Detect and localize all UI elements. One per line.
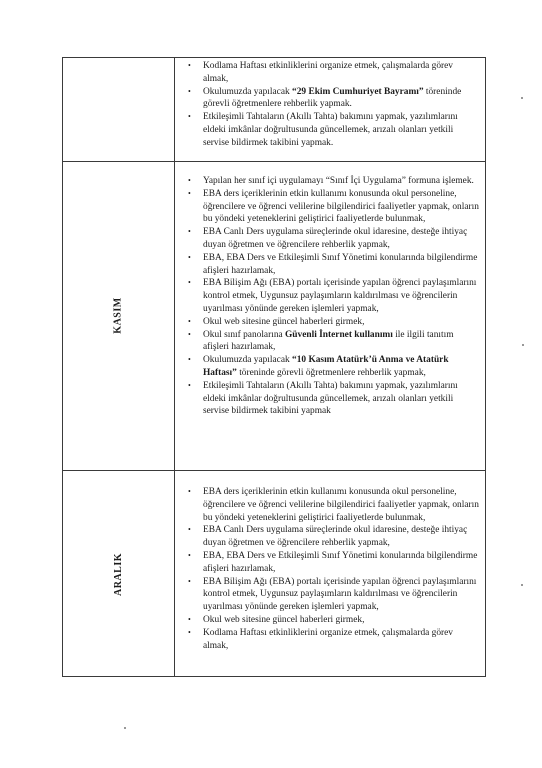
task-text-bold: “29 Ekim Cumhuriyet Bayramı” xyxy=(292,86,424,97)
task-item xyxy=(175,252,479,278)
task-text: EBA, EBA Ders ve Etkileşimli Sınıf Yönetimi konularında bilgilendirme afişleri hazırlamak, xyxy=(203,550,478,574)
scan-speck xyxy=(521,97,523,99)
task-text: Okul web sitesine güncel haberleri girmek, xyxy=(203,316,365,327)
month-label-kasim xyxy=(63,161,174,470)
bullet-icon: • xyxy=(188,86,191,96)
task-item xyxy=(175,175,479,188)
task-item xyxy=(175,277,479,315)
month-label-aralik xyxy=(63,470,174,678)
task-text: Etkileşimli Tahtaların (Akıllı Tahta) bakımını yapmak, yazılımlarını eldeki imkânlar doğrultusunda güncellemek, arızalı olanları yetkili servise bildirmek takibini yapmak. xyxy=(203,112,458,148)
task-text: Kodlama Haftası etkinliklerini organize etmek, çalışmalarda görev almak, xyxy=(203,61,453,84)
task-item xyxy=(175,188,479,226)
month-label-kasim-text: KASIM xyxy=(113,297,124,334)
bullet-icon: • xyxy=(188,278,191,288)
task-text: Okul web sitesine güncel haberleri girmek, xyxy=(203,614,365,625)
task-list-top xyxy=(175,60,479,150)
bullet-icon: • xyxy=(188,576,191,586)
task-text: EBA ders içeriklerinin etkin kullanımı konusunda okul personeline, öğrencilere ve öğrenci velilerine bilgilendirici faaliyetler yapmak, onların bu yöndeki yeteneklerini geliştirici faaliyetlerde bulunmak, xyxy=(203,188,479,225)
task-item xyxy=(175,486,479,524)
task-text: EBA, EBA Ders ve Etkileşimli Sınıf Yönetimi konularında bilgilendirme afişleri hazırlamak, xyxy=(203,252,478,276)
task-text: Okulumuzda yapılacak xyxy=(203,86,293,97)
task-item xyxy=(175,550,479,576)
bullet-icon: • xyxy=(188,176,191,185)
task-text: EBA Bilişim Ağı (EBA) portalı içerisinde yapılan öğrenci paylaşımlarını kontrol etmek, Uygunsuz paylaşımların kaldırılması ve öğrencilerin uyarılması yönünde gereken işlemleri yapmak, xyxy=(203,576,477,613)
scan-speck xyxy=(522,344,524,346)
task-item xyxy=(175,354,479,380)
bullet-icon: • xyxy=(188,252,191,262)
task-list-aralik xyxy=(175,486,479,652)
task-text: ile ilgili tanıtım afişleri hazırlamak, xyxy=(203,329,454,353)
task-text: EBA Canlı Ders uygulama süreçlerinde okul idaresine, desteğe ihtiyaç duyan öğretmen ve öğrencilere rehberlik yapmak, xyxy=(203,525,468,549)
task-item xyxy=(175,627,479,653)
tasks-cell-kasim xyxy=(175,175,479,418)
bullet-icon: • xyxy=(188,614,191,624)
month-label-aralik-text: ARALIK xyxy=(112,552,124,596)
task-text: EBA Bilişim Ağı (EBA) portalı içerisinde yapılan öğrenci paylaşımlarını kontrol etmek, Uygunsuz paylaşımların kaldırılması ve öğrencilerin uyarılması yönünde gereken işlemleri yapmak, xyxy=(203,278,477,314)
task-text: Okul sınıf panolarına xyxy=(203,329,286,340)
tasks-cell-aralik xyxy=(175,486,479,652)
bullet-icon: • xyxy=(188,550,191,560)
bullet-icon: • xyxy=(188,112,191,122)
task-list-kasim xyxy=(175,175,479,418)
tasks-cell-top xyxy=(175,60,479,150)
task-text: Yapılan her sınıf içi uygulamayı “Sınıf İçi Uygulama” formuna işlemek. xyxy=(203,176,474,186)
task-text: Kodlama Haftası etkinliklerini organize etmek, çalışmalarda görev almak, xyxy=(203,627,453,651)
scan-speck xyxy=(124,727,126,729)
bullet-icon: • xyxy=(188,355,191,365)
task-text: Okulumuzda yapılacak xyxy=(203,355,293,366)
task-item xyxy=(175,380,479,418)
bullet-icon: • xyxy=(188,525,191,535)
bullet-icon: • xyxy=(188,316,191,326)
task-text: Etkileşimli Tahtaların (Akıllı Tahta) bakımını yapmak, yazılımlarını eldeki imkânlar doğrultusunda güncellemek, arızalı olanları yetkili servise bildirmek takibini yapmak xyxy=(203,380,458,417)
task-text: töreninde görevli öğretmenlere rehberlik yapmak. xyxy=(203,86,462,110)
task-item xyxy=(175,111,479,149)
task-item xyxy=(175,86,479,112)
bullet-icon: • xyxy=(188,380,191,390)
bullet-icon: • xyxy=(188,487,191,496)
bullet-icon: • xyxy=(188,627,191,637)
task-item xyxy=(175,576,479,614)
bullet-icon: • xyxy=(188,188,191,198)
task-text-bold: Güvenli İnternet kullanımı xyxy=(285,329,393,340)
task-text: EBA Canlı Ders uygulama süreçlerinde okul idaresine, desteğe ihtiyaç duyan öğretmen ve öğrencilere rehberlik yapmak, xyxy=(203,227,468,250)
scan-speck xyxy=(521,584,523,586)
bullet-icon: • xyxy=(188,61,191,70)
task-item xyxy=(175,614,479,627)
task-item xyxy=(175,329,479,355)
bullet-icon: • xyxy=(188,227,191,237)
task-item xyxy=(175,316,479,329)
task-text-bold: “10 Kasım Atatürk’ü Anma ve Atatürk Haftası” xyxy=(203,355,449,378)
task-item xyxy=(175,60,479,86)
plan-table xyxy=(62,57,486,677)
task-text: töreninde görevli öğretmenlere rehberlik yapmak, xyxy=(236,367,426,378)
bullet-icon: • xyxy=(188,329,191,339)
task-item xyxy=(175,524,479,550)
task-text: EBA ders içeriklerinin etkin kullanımı konusunda okul personeline, öğrencilere ve öğrenci velilerine bilgilendirici faaliyetler yapmak, onların bu yöndeki yeteneklerini geliştirici faaliyetlerde bulunmak, xyxy=(203,487,479,523)
task-item xyxy=(175,226,479,252)
